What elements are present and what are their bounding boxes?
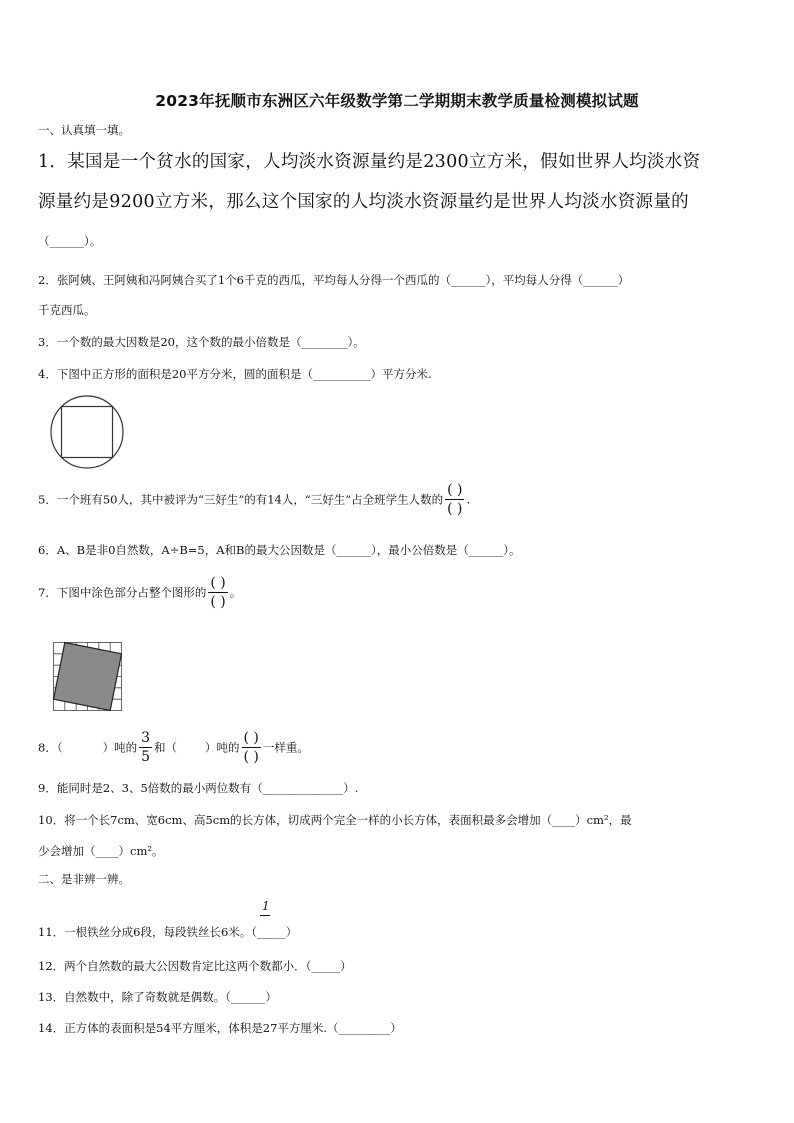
question-5-fraction [445,483,464,516]
question-8-part-2: ）吨的 [102,740,138,755]
question-12: 12．两个自然数的最大公因数肯定比这两个数都小．（_____） [38,959,352,973]
fraction-numerator: ( ) [243,730,259,746]
question-8-fraction-three-fifths [139,731,152,764]
fraction-denominator: ( ) [243,749,259,765]
question-11 [38,924,297,940]
question-7 [38,576,241,609]
question-7-fraction [208,576,227,609]
question-1-answer-blank: （______）。 [38,234,102,248]
question-9: 9．能同时是2、3、5倍数的最小两位数有（______________）. [38,781,359,795]
question-6: 6．A、B是非0自然数，A÷B=5，A和B的最大公因数是（______），最小公倍数是（______）。 [38,543,521,557]
question-2-line-1: 2．张阿姨、王阿姨和冯阿姨合买了1个6千克的西瓜，平均每人分得一个西瓜的（______），平均每人分得（______） [38,273,630,287]
page-title: 2023年抚顺市东洲区六年级数学第二学期期末教学质量检测模拟试题 [155,92,639,110]
question-5 [38,483,470,516]
figure-inscribed-square [62,407,113,458]
question-11-text: 11．一根铁丝分成6段，每段铁丝长 [38,925,221,939]
question-8-part-1: 8．（ [38,740,63,755]
shaded-grid-figure [53,642,123,712]
question-1-line-2: 源量约是9200立方米，那么这个国家的人均淡水资源量约是世界人均淡水资源量的 [38,192,689,212]
fraction-numerator: ( ) [447,482,463,498]
question-5-text: 5．一个班有50人，其中被评为“三好生”的有14人，“三好生”占全班学生人数的 [38,492,444,507]
section-heading-fill: 一、认真填一填。 [38,123,130,137]
question-14: 14．正方体的表面积是54平方厘米，体积是27平方厘米.（_________） [38,1021,402,1035]
question-3: 3．一个数的最大因数是20，这个数的最小倍数是（________）。 [38,335,365,349]
shaded-tilted-square [54,643,122,711]
question-11-fraction-numerator: 1 [262,899,270,913]
question-11-fraction-denominator: 6 [220,925,229,939]
question-4: 4．下图中正方形的面积是20平方分米，圆的面积是（__________）平方分米. [38,367,432,381]
question-8 [38,731,309,764]
fraction-numerator: ( ) [210,575,226,591]
question-10-line-2: 少会增加（____）cm²。 [38,844,164,858]
fraction-numerator: 3 [141,730,150,746]
question-8-part-5: 一样重。 [262,740,309,755]
question-7-end: 。 [229,585,242,600]
question-11-end: 米。（_____） [228,925,298,939]
question-8-part-3: 和（ [154,740,177,755]
fraction-denominator: 5 [141,749,150,765]
question-5-end: . [466,492,471,507]
question-13: 13．自然数中，除了奇数就是偶数。（______） [38,990,277,1004]
section-heading-true-false: 二、是非辨一辨。 [38,872,130,886]
circle-square-figure [50,395,126,471]
fraction-denominator: ( ) [447,501,463,517]
fraction-denominator: ( ) [210,594,226,610]
question-1-line-1: 1．某国是一个贫水的国家，人均淡水资源量约是2300立方米，假如世界人均淡水资 [38,152,701,172]
question-11-fraction-bar [260,915,270,916]
question-7-text: 7．下图中涂色部分占整个图形的 [38,585,207,600]
question-8-part-4: ）吨的 [205,740,240,755]
question-8-fraction-blank [242,731,261,764]
question-2-line-2: 千克西瓜。 [38,303,96,317]
question-10-line-1: 10．将一个长7cm、宽6cm、高5cm的长方体，切成两个完全一样的小长方体，表面积最多会增加（____）cm²，最 [38,813,632,827]
